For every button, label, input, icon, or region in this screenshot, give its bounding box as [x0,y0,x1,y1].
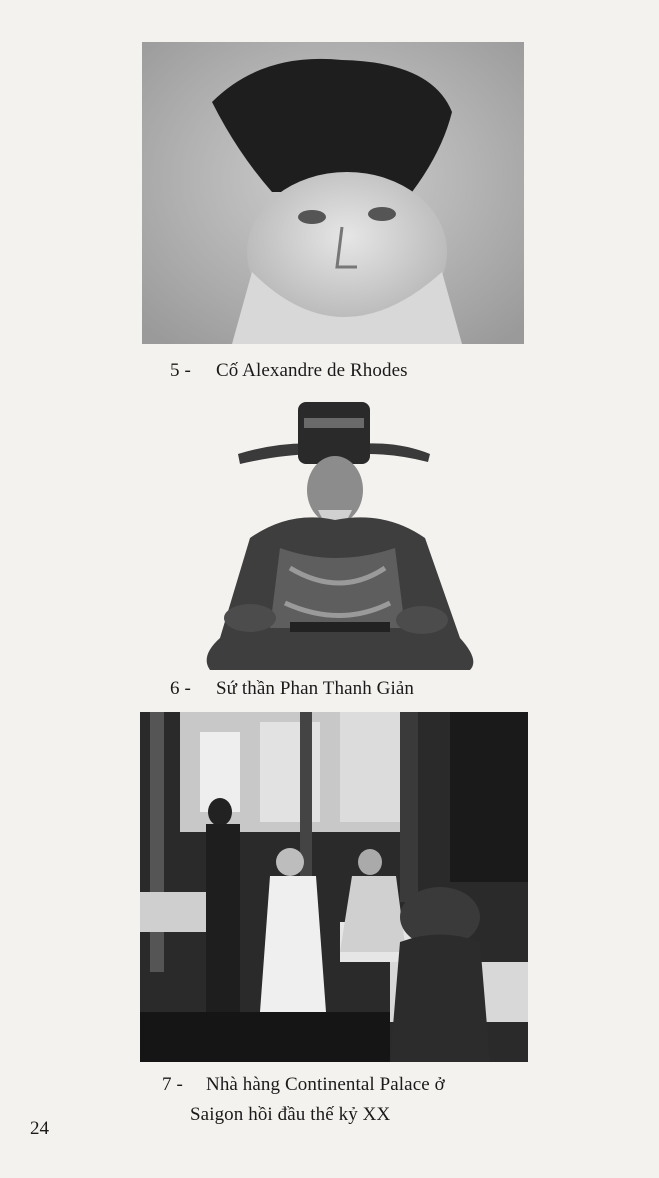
figure-7-number: 7 - [162,1074,183,1095]
figure-6-caption-line: Sứ thần Phan Thanh Giản [216,678,415,699]
figure-6-caption [170,676,414,702]
figure-7-caption-line-1: 7 - Nhà hàng Continental Palace ở [162,1072,445,1098]
portrait-illustration [142,42,524,344]
page-number: 24 [30,1118,49,1139]
official-illustration [190,398,490,670]
figure-6-number: 6 - [170,678,191,699]
figure-7-caption [162,1072,445,1128]
figure-7-photo [140,712,528,1062]
figure-5-number: 5 - [170,360,191,381]
figure-5-caption [170,358,408,384]
figure-6-photo [190,398,490,670]
figure-7-caption-line-2: Saigon hồi đầu thế kỷ XX [190,1104,391,1125]
figure-5-photo [142,42,524,344]
figure-5-caption-line: Cố Alexandre de Rhodes [216,360,408,381]
restaurant-illustration [140,712,528,1062]
